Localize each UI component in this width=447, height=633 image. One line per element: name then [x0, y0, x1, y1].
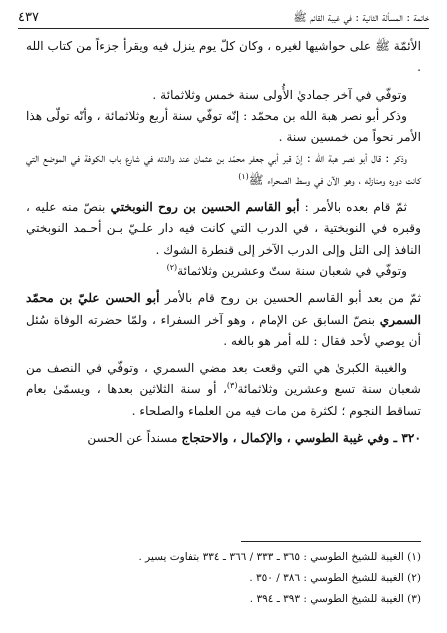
paragraph-3: وذكر أبو نصر هبة الله بن محمّد : إنّه توفّي سنة أربع وثلاثمائة ، وأنّه تولّى هذا الأمر نحواً من خمسين سنة .	[26, 108, 421, 145]
footnote-3: (٣) الغيبة للشيخ الطوسي : ٣٩٣ ـ ٣٩٤ .	[249, 593, 421, 605]
paragraph-4-text: وذكر : قال أبو نصر هبة الله : إنّ قبر أبي جعفر محمّد بن عثمان عند والدته في شارع باب الكوفة في الموضع التي كانت دوره ومنازله ، وهو الآن في وسط الصحراء ﷺ	[26, 151, 421, 187]
paragraph-7-text: بنصّ السابق عن الإمام ، وهو آخر السفراء ، ولمّا حضرته الوفاة سُئل أن يوصي لأحد فقال : لله أمر هو بالغه .	[26, 312, 421, 348]
name-samari: أبو الحسن عليّ بن محمّد السمري	[26, 291, 422, 327]
page-header	[18, 8, 429, 29]
paragraph-5	[26, 197, 421, 261]
footnote-mark-1: (١)	[238, 171, 249, 181]
paragraph-9	[26, 428, 421, 449]
paragraph-6-text: وتوفّي في شعبان سنة ستّ وعشرين وثلاثمائة	[177, 263, 407, 278]
paragraph-9-text: مسنداً عن الحسن	[87, 431, 178, 446]
footnote-mark-2: (٢)	[166, 262, 178, 272]
hadith-320-heading: ٣٢٠ ـ وفي غيبة الطوسي ، والإكمال ، والاحتجاج	[181, 431, 421, 446]
paragraph-8	[26, 358, 421, 422]
paragraph-8-text-b: ، أو سنة الثلاثين بعدها ، ويسمّىٰ بعام تساقط النجوم ؛ لكثرة من مات فيه من العلماء والصلحاء .	[26, 382, 421, 418]
paragraph-1: الأئمّة ﷺ على حواشيها لغيره ، وكان كلّ يوم ينزل فيه ويقرأ جزءاً من كتاب الله .	[26, 39, 421, 75]
paragraph-6	[26, 261, 421, 282]
page-number: ٤٣٧	[18, 10, 39, 25]
footnote-divider	[241, 541, 421, 542]
running-title: خاتمة : المسألة الثانية : في غيبة القائم ﷺ	[293, 11, 429, 24]
paragraph-7	[26, 288, 421, 352]
paragraph-8-text-a: والغيبة الكبرىٰ هي التي وقعت بعد مضي السمري ، وتوفّي في النصف من شعبان سنة تسع وعشرين وثلاثمائة	[26, 361, 421, 397]
paragraph-5-text: بنصّ منه عليه ، وقبره في النوبختية ، في الدرب التي كانت فيه دار علـيّ بـن أحـمد النوبختي النافذ إلى التل وإلى الدرب الآخر إلى قنطرة الشوك .	[26, 200, 421, 257]
paragraph-7-intro: ثمّ من بعد أبو القاسم الحسين بن روح قام بالأمر	[164, 291, 421, 306]
paragraph-4	[26, 148, 421, 191]
paragraph-2: وتوفّي في آخر جماديٰ الأُولى سنة خمس وثلاثمائة .	[152, 87, 407, 102]
main-text	[26, 36, 421, 449]
footnotes	[26, 547, 421, 610]
footnote-mark-3: (٣)	[226, 381, 238, 391]
footnote-1: (١) الغيبة للشيخ الطوسي : ٣٦٥ ـ ٣٣٣ / ٣٦٦ ـ ٣٣٤ بتفاوت يسير .	[138, 551, 421, 563]
name-ibn-rawh: أبو القاسم الحسين بن روح النوبختي	[110, 200, 300, 215]
paragraph-5-intro: ثمّ قام بعده بالأمر :	[304, 200, 407, 215]
footnote-2: (٢) الغيبة للشيخ الطوسي : ٣٨٦ / ٣٥٠ .	[249, 572, 421, 584]
